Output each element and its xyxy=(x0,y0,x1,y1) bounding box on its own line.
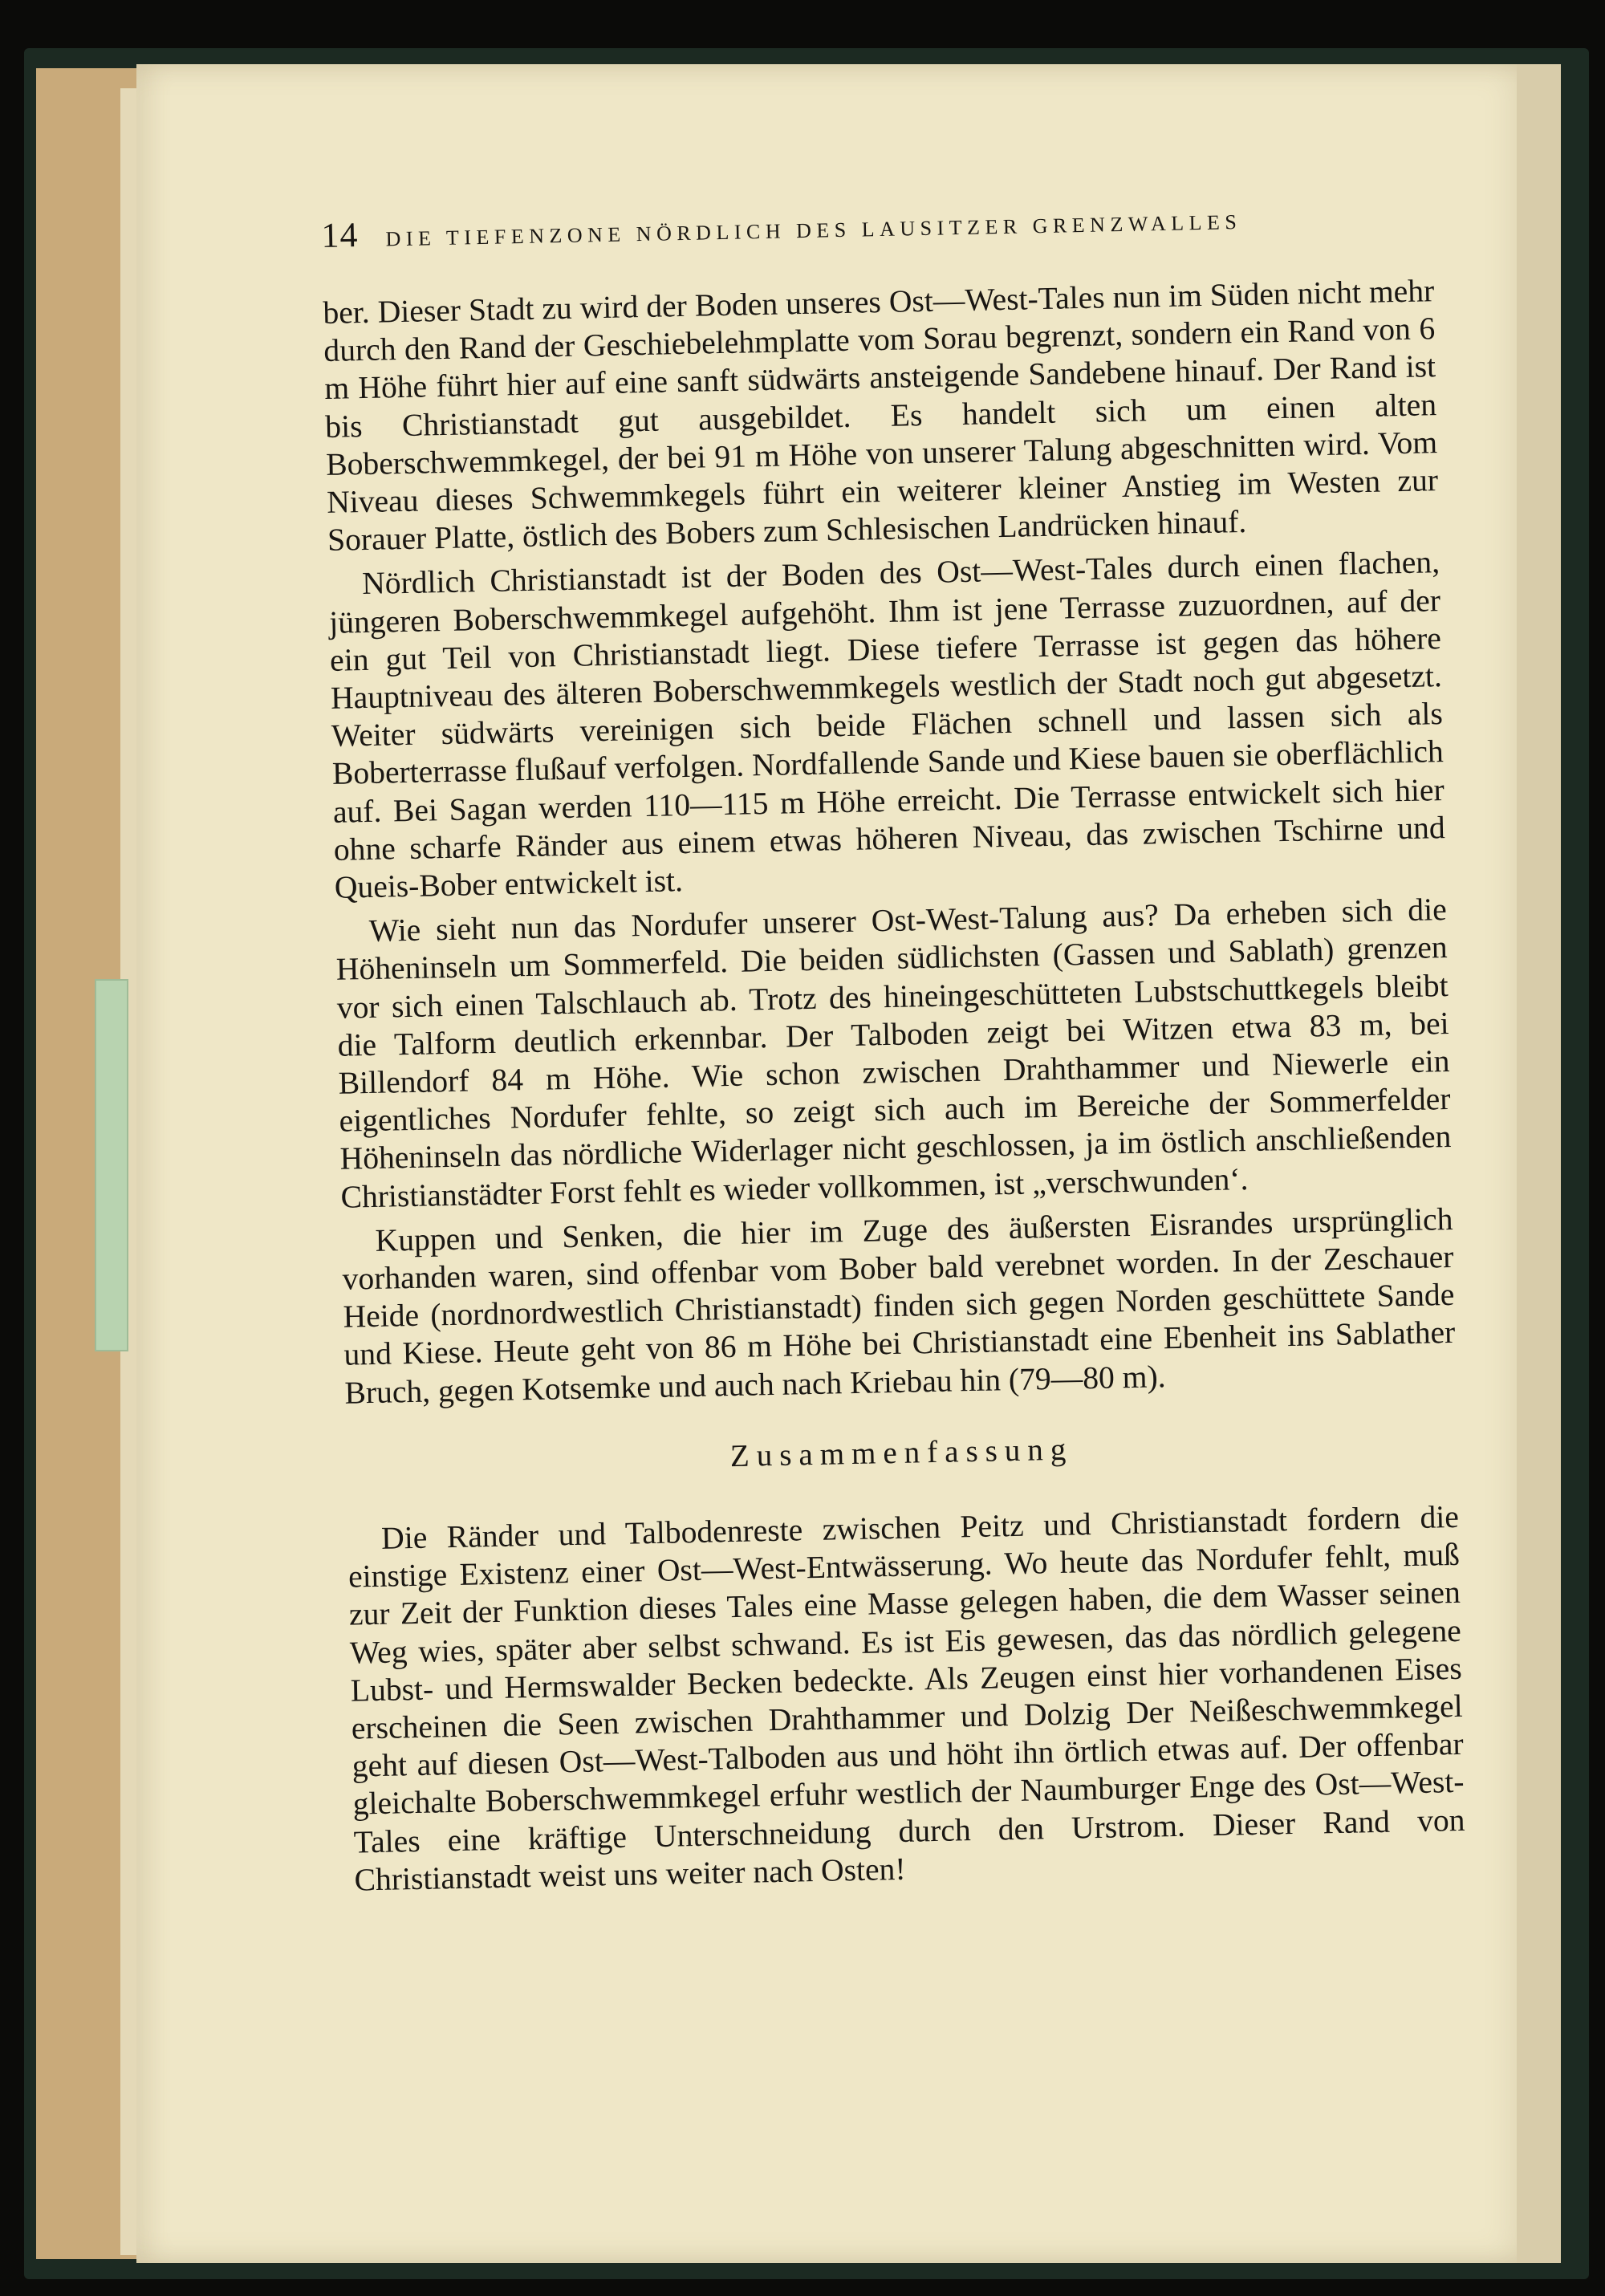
running-title: DIE TIEFENZONE NÖRDLICH DES LAUSITZER GRENZWALLES xyxy=(385,209,1242,251)
body-paragraph-4: Kuppen und Senken, die hier im Zuge des äußersten Eisrandes ursprünglich vorhanden waren, sind offenbar vom Bober bald verebnet worden. In der Zeschauer Heide (nordnordwestlich Christianstadt) finden sich gegen Norden geschüttete Sande und Kiese. Heute geht von 86 m Höhe bei Christianstadt eine Ebenheit ins Sablather Bruch, gegen Kotsemke und auch nach Kriebau hin (79—80 m). xyxy=(342,1201,1456,1411)
section-heading: Zusammenfassung xyxy=(729,1432,1074,1473)
body-paragraph-3: Wie sieht nun das Nordufer unserer Ost-West-Talung aus? Da erheben sich die Höheninseln um Sommerfeld. Die beiden südlichsten (Gassen und Sablath) grenzen vor sich einen Talschlauch ab. Trotz des hineingeschütteten Lubstschuttkegels bleibt die Talform deutlich erkennbar. Der Talboden zeigt bei Witzen etwa 83 m, bei Billendorf 84 m Höhe. Wie schon zwischen Drahthammer und Niewerle ein eigentliches Nordufer fehlte, so zeigt sich auch im Bereiche der Sommerfelder Höheninseln das nördliche Widerlager nicht geschlossen, ja im östlich anschließenden Christianstädter Forst fehlt es wieder vollkommen, ist „verschwunden‘. xyxy=(335,892,1452,1215)
body-paragraph-2: Nördlich Christianstadt ist der Boden des Ost—West-Tales durch einen flachen, jüngeren Boberschwemmkegel aufgehöht. Ihm ist jene Terrasse zuzuordnen, auf der ein gut Teil von Christianstadt liegt. Diese tiefere Terrasse ist gegen das höhere Hauptniveau des älteren Boberschwemmkegels westlich der Stadt noch gut abgesetzt. Weiter südwärts vereinigen sich beide Flächen schnell und lassen sich als Boberterrasse flußauf verfolgen. Nordfallende Sande und Kiese bauen sie oberflächlich auf. Bei Sagan werden 110—115 m Höhe erreicht. Die Terrasse entwickelt sich hier ohne scharfe Ränder aus einem etwas höheren Niveau, das zwischen Tschirne und Queis-Bober entwickelt ist. xyxy=(328,544,1446,905)
bookmark-ribbon xyxy=(95,979,128,1351)
body-paragraph-1: ber. Dieser Stadt zu wird der Boden unseres Ost—West-Tales nun im Süden nicht mehr durch den Rand der Geschiebelehmplatte vom Sorau begrenzt, sondern ein Rand von 6 m Höhe führt hier auf eine sanft südwärts ansteigende Sandebene hinauf. Der Rand ist bis Christianstadt gut ausgebildet. Es handelt sich um einen alten Boberschwemmkegel, der bei 91 m Höhe von unserer Talung abgeschnitten wird. Vom Niveau dieses Schwemmkegels führt ein weiterer kleiner Anstieg im Westen zur Sorauer Platte, östlich des Bobers zum Schlesischen Landrücken hinauf. xyxy=(323,273,1439,559)
summary-paragraph: Die Ränder und Talbodenreste zwischen Peitz und Christianstadt fordern die einstige Existenz einer Ost—West-Entwässerung. Wo heute das Nordufer fehlt, muß zur Zeit der Funktion dieses Tales eine Masse gelegen haben, die dem Wasser seinen Weg wies, später aber selbst schwand. Es ist Eis gewesen, das das nördlich gelegene Lubst- und Hermswalder Becken bedeckte. Als Zeugen einst hier vorhandenen Eises erscheinen die Seen zwischen Drahthammer und Dolzig Der Neißeschwemmkegel geht auf diesen Ost—West-Talboden aus und höht ihn örtlich etwas auf. Der offenbar gleichalte Boberschwemmkegel erfuhr westlich der Naumburger Enge des Ost—West-Tales eine kräftige Unterschneidung durch den Urstrom. Dieser Rand von Christianstadt weist uns weiter nach Osten! xyxy=(347,1498,1465,1898)
page-text-block xyxy=(321,193,1466,1899)
page-right-edge xyxy=(1517,64,1561,2263)
page-number: 14 xyxy=(321,215,359,255)
